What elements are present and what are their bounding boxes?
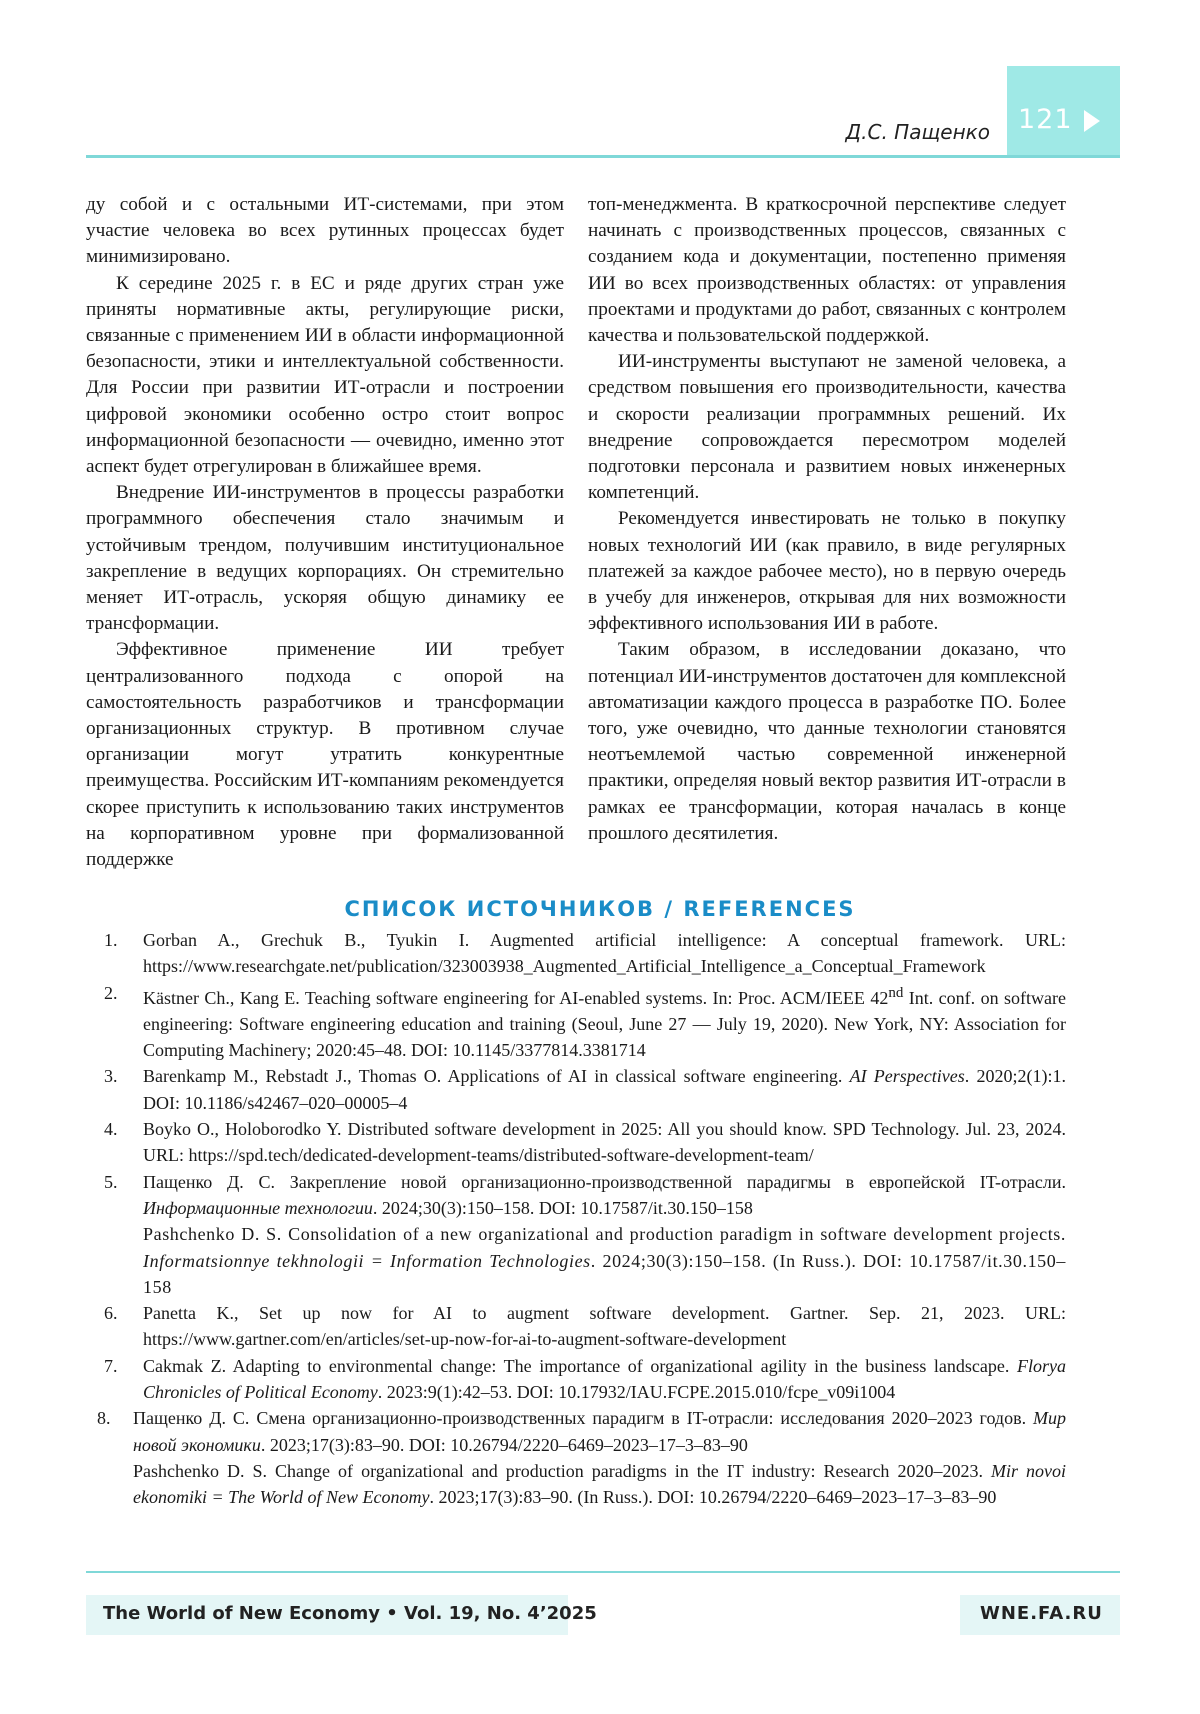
reference-text: Panetta K., Set up now for AI to augment software development. Gartner. Sep. 21, 2023. URL: https://www.gartner.com/en/articles/set-up-now-for-ai-to-augment-software-development bbox=[143, 1303, 1066, 1350]
header-divider bbox=[86, 155, 1120, 158]
reference-item bbox=[86, 1116, 1066, 1169]
body-column-right bbox=[588, 192, 1066, 847]
reference-list bbox=[86, 927, 1066, 1511]
references-heading: СПИСОК ИСТОЧНИКОВ / REFERENCES bbox=[344, 897, 856, 921]
reference-source: Мир новой экономики bbox=[133, 1408, 1066, 1455]
reference-source: AI Perspectives bbox=[849, 1066, 965, 1087]
reference-item bbox=[86, 980, 1066, 1064]
paragraph: топ-менеджмента. В краткосрочной перспективе следует начинать с производственных процессов, связанных с созданием кода и документации, постепенно применяя ИИ во всех производственных областях: от управления проектами и продуктами до работ, связанных с контролем качества и пользовательской поддержкой. bbox=[588, 194, 1066, 347]
reference-source: Mir novoi ekonomiki = The World of New Economy bbox=[133, 1460, 1066, 1508]
reference-text: . 2020;2(1):1. DOI: 10.1186/s42467–020–00005–4 bbox=[143, 1066, 1066, 1113]
paragraph: К середине 2025 г. в ЕС и ряде других стран уже приняты нормативные акты, регулирующие риски, связанные с применением ИИ в области информационной безопасности, этики и интеллектуальной собственности. Для России при развитии ИТ-отрасли и построении цифровой экономики особенно остро стоит вопрос информационной безопасности — очевидно, именно этот аспект будет отрегулирован в ближайшее время. bbox=[86, 272, 564, 478]
reference-item bbox=[86, 1063, 1066, 1116]
reference-source: Informatsionnye tekhnologii = Information Technologies bbox=[143, 1250, 591, 1271]
footer-journal-title: The World of New Economy • Vol. 19, No. 4’2025 bbox=[103, 1603, 597, 1624]
body-column-left bbox=[86, 192, 564, 873]
reference-text: . 2023:9(1):42–53. DOI: 10.17932/IAU.FCPE.2015.010/fcpe_v09i1004 bbox=[377, 1382, 896, 1403]
reference-number: 2. bbox=[104, 982, 118, 1003]
reference-text: Пащенко Д. С. Смена организационно-производственных парадигм в IT-отрасли: исследования 2020–2023 годов. bbox=[133, 1408, 1033, 1429]
paragraph: ИИ-инструменты выступают не заменой человека, а средством повышения его производительности, качества и скорости реализации программных решений. Их внедрение сопровождается пересмотром моделей подготовки персонала и развитием новых инженерных компетенций. bbox=[588, 351, 1066, 504]
paragraph: Эффективное применение ИИ требует централизованного подхода с опорой на самостоятельность разработчиков и трансформации организационных структур. В противном случае организации могут утратить конкурентные преимущества. Российским ИТ-компаниям рекомендуется скорее приступить к использованию таких инструментов на корпоративном уровне при формализованной поддержке bbox=[86, 639, 564, 871]
paragraph: Внедрение ИИ-инструментов в процессы разработки программного обеспечения стало значимым и устойчивым трендом, получившим институциональное закрепление в ведущих корпорациях. Он стремительно меняет ИТ-отрасль, ускоряя общую динамику ее трансформации. bbox=[86, 482, 564, 635]
reference-translation bbox=[143, 1221, 1066, 1300]
reference-item bbox=[86, 1405, 1066, 1510]
reference-text: Cakmak Z. Adapting to environmental change: The importance of organizational agility in the business landscape. bbox=[143, 1355, 1017, 1376]
next-page-arrow-icon bbox=[1084, 110, 1100, 132]
reference-number: 8. bbox=[97, 1408, 111, 1429]
reference-number: 5. bbox=[104, 1171, 118, 1192]
footer-website-link[interactable]: WNE.FA.RU bbox=[980, 1603, 1103, 1624]
running-header-author: Д.С. Пащенко bbox=[845, 120, 990, 144]
reference-source: Florya Chronicles of Political Economy bbox=[143, 1355, 1066, 1403]
paragraph: Рекомендуется инвестировать не только в покупку новых технологий ИИ (как правило, в виде регулярных платежей за каждое рабочее место), но в первую очередь в учебу для инженеров, открывая для них возможности эффективного использования ИИ в работе. bbox=[588, 508, 1066, 635]
reference-item bbox=[86, 1169, 1066, 1300]
reference-text: Barenkamp M., Rebstadt J., Thomas O. Applications of AI in classical software engineering. bbox=[143, 1066, 850, 1087]
reference-number: 3. bbox=[104, 1066, 118, 1087]
reference-translation bbox=[133, 1458, 1066, 1511]
reference-item bbox=[86, 1300, 1066, 1353]
reference-item bbox=[86, 1353, 1066, 1406]
reference-text: Boyko O., Holoborodko Y. Distributed software development in 2025: All you should know. SPD Technology. Jul. 23, 2024. URL: https://spd.tech/dedicated-development-teams/distributed-software-development-team/ bbox=[143, 1119, 1066, 1166]
reference-text: Gorban A., Grechuk B., Tyukin I. Augmented artificial intelligence: A conceptual framework. URL: https://www.researchgate.net/publication/323003938_Augmented_Artificial_Intelligence_a_Conceptual_Framework bbox=[143, 930, 1066, 977]
reference-text: Kästner Ch., Kang E. Teaching software engineering for AI-enabled systems. In: Proc. ACM/IEEE 42 bbox=[143, 987, 889, 1008]
reference-text: Pashchenko D. S. Change of organizational and production paradigms in the IT industry: Research 2020–2023. bbox=[133, 1460, 991, 1481]
reference-item bbox=[86, 927, 1066, 980]
reference-number: 7. bbox=[104, 1355, 118, 1376]
reference-text: . 2024;30(3):150–158. DOI: 10.17587/it.30.150–158 bbox=[372, 1197, 753, 1218]
reference-superscript: nd bbox=[888, 984, 904, 1001]
reference-text: Pashchenko D. S. Consolidation of a new organizational and production paradigm in software development projects. bbox=[143, 1224, 1066, 1245]
reference-text: . 2023;17(3):83–90. (In Russ.). DOI: 10.26794/2220–6469–2023–17–3–83–90 bbox=[429, 1487, 997, 1508]
reference-text: Int. conf. on software engineering: Software engineering education and training (Seoul, June 27 — July 19, 2020). New York, NY: Association for Computing Machinery; 2020:45–48. DOI: 10.1145/3377814.3381714 bbox=[143, 987, 1066, 1061]
page-number: 121 bbox=[1018, 104, 1073, 135]
reference-text: . 2023;17(3):83–90. DOI: 10.26794/2220–6469–2023–17–3–83–90 bbox=[260, 1434, 748, 1455]
reference-source: Информационные технологии bbox=[143, 1197, 373, 1218]
reference-text: Пащенко Д. С. Закрепление новой организационно-производственной парадигмы в европейской IT-отрасли. bbox=[143, 1171, 1066, 1192]
reference-number: 1. bbox=[104, 930, 118, 950]
reference-number: 4. bbox=[104, 1119, 118, 1140]
reference-number: 6. bbox=[104, 1303, 118, 1324]
reference-text: . 2024;30(3):150–158. (In Russ.). DOI: 10.17587/it.30.150–158 bbox=[143, 1250, 1066, 1297]
footer-divider bbox=[86, 1571, 1120, 1573]
paragraph: Таким образом, в исследовании доказано, что потенциал ИИ-инструментов достаточен для комплексной автоматизации каждого процесса в разработке ПО. Более того, уже очевидно, что данные технологии становятся неотъемлемой частью современной инженерной практики, определяя новый вектор развития ИТ-отрасли в рамках ее трансформации, которая началась в конце прошлого десятилетия. bbox=[588, 639, 1066, 844]
paragraph: ду собой и с остальными ИТ-системами, при этом участие человека во всех рутинных процессах будет минимизировано. bbox=[86, 194, 564, 268]
